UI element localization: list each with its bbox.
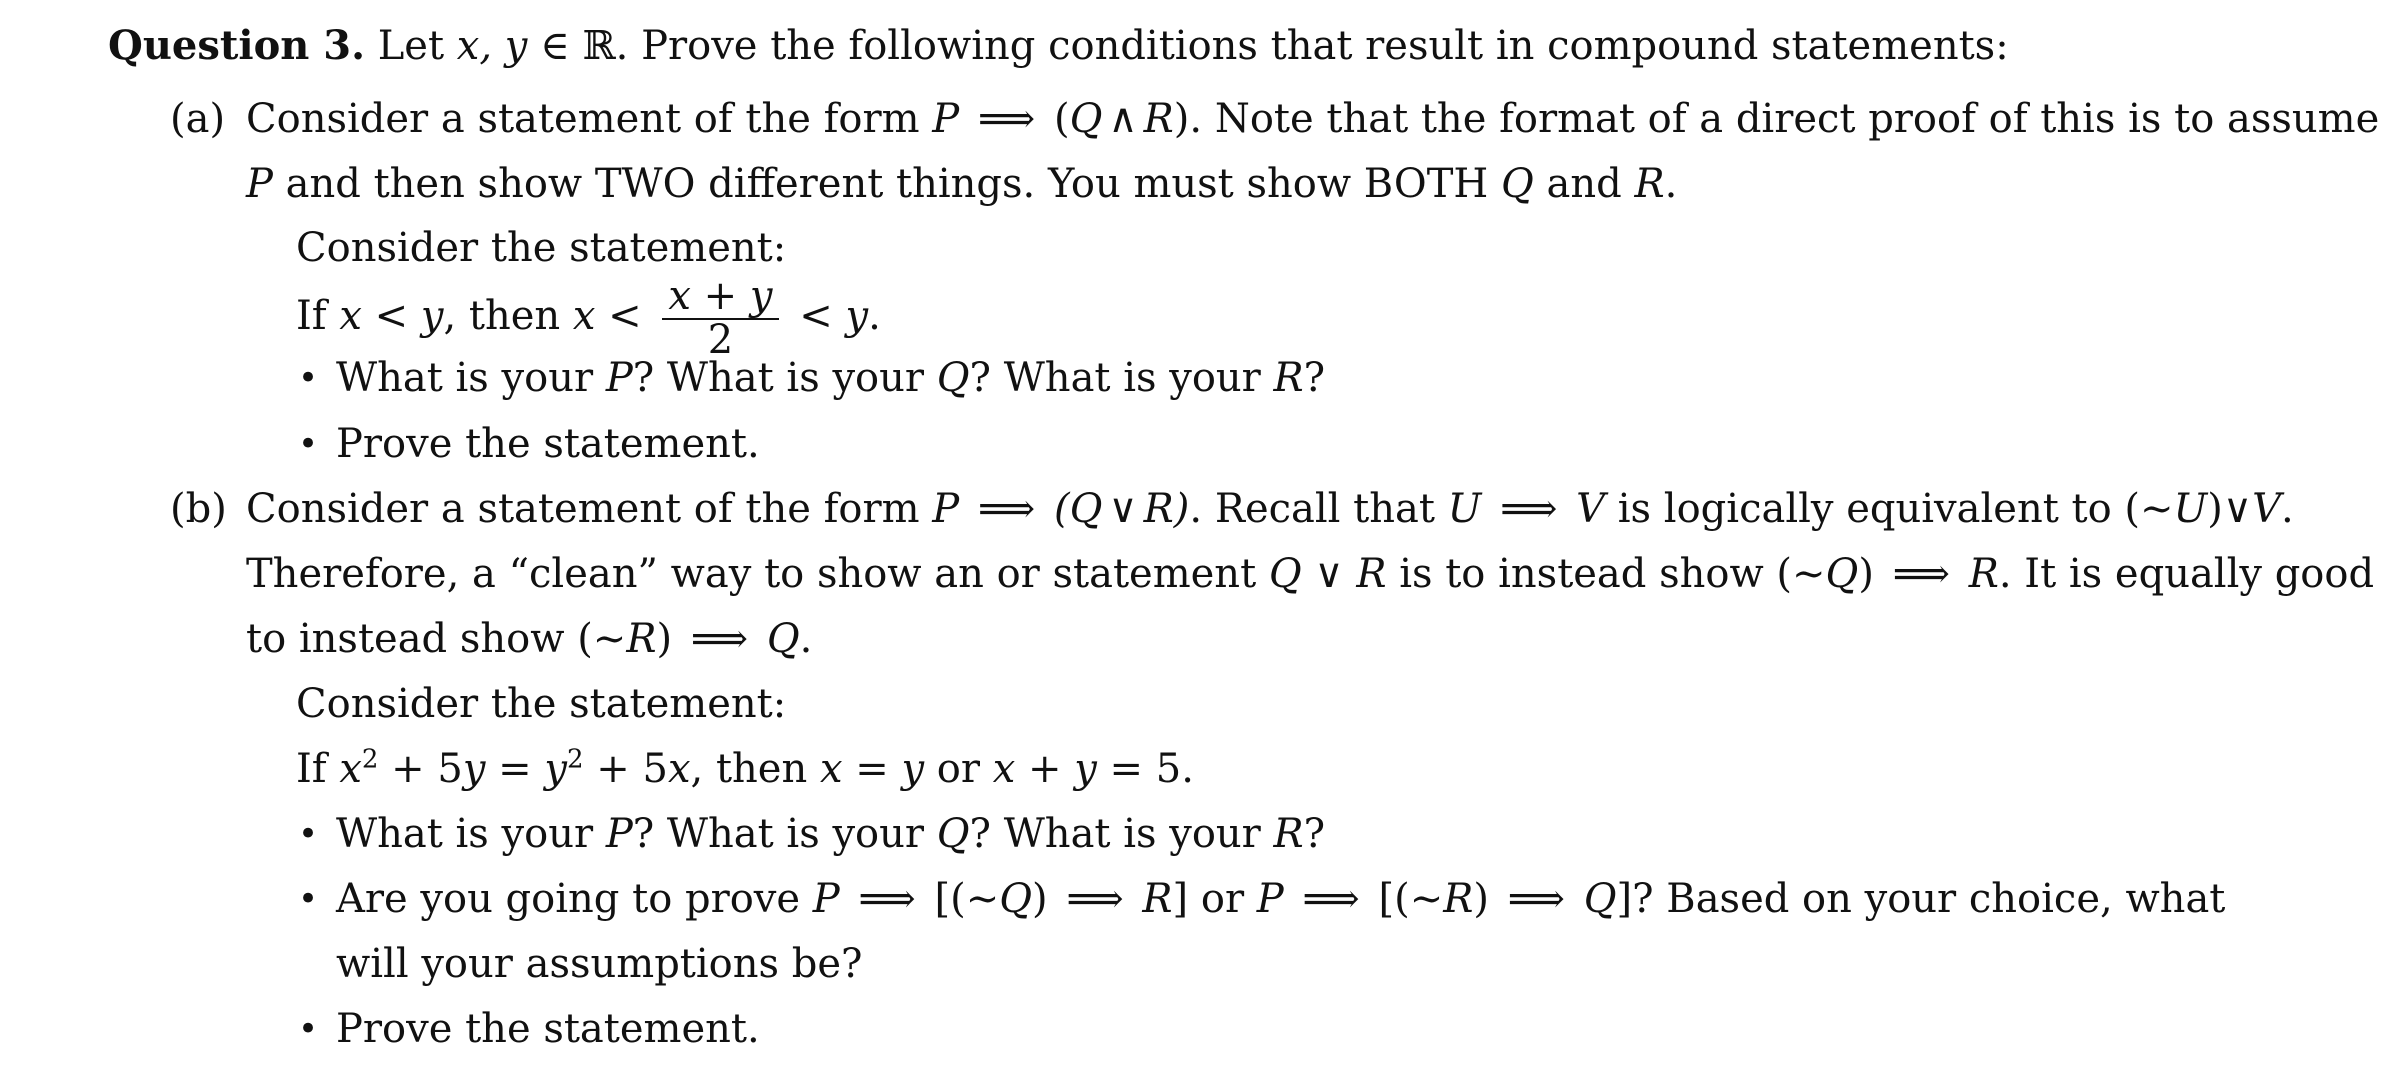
b1-text-c: ? What is your [969, 355, 1274, 401]
pb-b1-text-b: ? What is your [632, 811, 937, 857]
part-a-l1-post: . Note that the format of a direct proof of this is to assume [1189, 96, 2380, 142]
bullet-icon: • [298, 814, 319, 854]
part-a-l1-open: ( [1053, 96, 1070, 142]
pb-b2-br1c: ] [1172, 876, 1189, 922]
pb-eq1: = [485, 746, 545, 792]
pb-b2-pre: Are you going to prove [336, 876, 801, 922]
intro-set: ℝ [582, 23, 616, 69]
part-b-l2-mid: is to instead show (∼ [1386, 551, 1826, 597]
pb-eq3: = 5. [1096, 746, 1194, 792]
pb-b2-close2: ) [1473, 876, 1489, 922]
pb-x2: x [667, 746, 691, 792]
fraction-numerator: x + y [662, 274, 778, 320]
bullet-icon: • [298, 879, 319, 919]
pb-x: x [339, 746, 362, 792]
part-b-l1-or: ∨ [1108, 486, 1138, 532]
pb-exp2: 2 [567, 744, 584, 775]
pb-b2-R1: R [1142, 876, 1173, 922]
pb-y4: y [1074, 746, 1097, 792]
pb-b2-R2: R [1443, 876, 1474, 922]
pb-b2-Q1: Q [999, 876, 1033, 922]
b1-text-a: What is your [336, 355, 606, 401]
pb-b2-imp3: ⟹ [1302, 876, 1360, 922]
intro-rest: . Prove the following conditions that result in compound statements: [615, 23, 2009, 69]
part-a-l2-Q: Q [1501, 161, 1534, 207]
part-a-l1-R: R [1143, 96, 1174, 142]
pb-b2-or: or [1188, 876, 1257, 922]
part-a-l1-Q: Q [1069, 96, 1103, 142]
part-b-l2-imp: ⟹ [1892, 551, 1951, 597]
part-a-l1-close: ) [1173, 96, 1190, 142]
part-a-l2-text: and then show TWO different things. You must show BOTH [272, 161, 1501, 207]
part-b-l1-imp2: ⟹ [1500, 486, 1558, 532]
pb-b2-Q2: Q [1583, 876, 1617, 922]
part-b-l1-R: R) [1143, 486, 1190, 532]
part-b-line2 [246, 550, 2374, 598]
pb-b2-imp2: ⟹ [1066, 876, 1124, 922]
intro-vars: x, y [456, 23, 528, 69]
part-b-l1-U: U [1447, 486, 1482, 532]
pb-b2-close1: ) [1032, 876, 1048, 922]
part-b-label: (b) [170, 486, 227, 532]
part-a-stmt-x1: x [339, 293, 362, 339]
part-b-l1-P: P [932, 486, 960, 532]
bullet-icon: • [298, 1009, 319, 1049]
pb-b1-Q: Q [936, 811, 970, 857]
part-a-l2-and: and [1533, 161, 1635, 207]
pb-x4: x [992, 746, 1016, 792]
part-b-consider: Consider the statement: [296, 681, 787, 727]
part-b-l2-close: ) [1858, 551, 1874, 597]
part-b-l1-pre: Consider a statement of the form [246, 486, 920, 532]
part-b-l1-V: V [1576, 486, 1606, 532]
bullet-icon: • [298, 424, 319, 464]
pb-eq2: = [842, 746, 902, 792]
pb-plus1: + 5 [378, 746, 463, 792]
part-a-label: (a) [170, 96, 226, 142]
part-a-l1-pre: Consider a statement of the form [246, 96, 920, 142]
part-b-l2-QorR: Q ∨ R [1268, 551, 1387, 597]
part-a-l1-imp: ⟹ [977, 96, 1036, 142]
part-a-l1-and: ∧ [1108, 96, 1138, 142]
part-b-l1-recall: . Recall that [1189, 486, 1435, 532]
part-b-l1-imp: ⟹ [977, 486, 1036, 532]
part-b-bullet-2-cont: will your assumptions be? [336, 941, 863, 987]
pb-y: y [462, 746, 486, 792]
b1-end: ? [1303, 355, 1326, 401]
part-a-l1-P: P [932, 96, 960, 142]
part-b-l1-V2: V [2252, 486, 2282, 532]
pb-y2: y [544, 746, 568, 792]
part-b-l1-close: )∨ [2207, 486, 2253, 532]
pb-b2-P2: P [1256, 876, 1284, 922]
pb-if: If [296, 746, 340, 792]
part-b-l2-post: . It is equally good [1998, 551, 2375, 597]
b1-text-b: ? What is your [632, 355, 937, 401]
part-b-bullet-3: Prove the statement. [336, 1006, 760, 1052]
part-a-stmt-lt1: < [374, 293, 409, 339]
pb-b2-br1: [(∼ [934, 876, 1000, 922]
fraction [662, 273, 778, 363]
pb-b2-br2: [(∼ [1378, 876, 1444, 922]
pb-b1-text-c: ? What is your [969, 811, 1274, 857]
pb-or: or [924, 746, 993, 792]
part-a-l2-R: R [1634, 161, 1665, 207]
part-a-stmt-if: If [296, 293, 340, 339]
part-b-l2-pre: Therefore, a “clean” way to show an or statement [246, 551, 1257, 597]
question-heading-line [108, 22, 2009, 70]
pb-b1-P: P [605, 811, 633, 857]
part-a-bullet-2: Prove the statement. [336, 421, 760, 467]
part-b-l2-R: R [1968, 551, 1999, 597]
part-a-stmt-y1: y [420, 293, 444, 339]
part-b-l3-end: . [799, 616, 813, 662]
pb-b2-imp4: ⟹ [1507, 876, 1566, 922]
pb-plus3: + [1015, 746, 1075, 792]
part-a-stmt-end: . [868, 293, 881, 339]
pb-x3: x [819, 746, 843, 792]
question-number: Question 3. [108, 22, 366, 69]
pb-b1-text-a: What is your [336, 811, 606, 857]
intro-let: Let [377, 23, 445, 69]
pb-b2-imp1: ⟹ [858, 876, 916, 922]
pb-exp1: 2 [361, 744, 379, 775]
part-b-l3-imp: ⟹ [690, 616, 749, 662]
b1-R: R [1273, 355, 1304, 401]
part-b-bullet-1 [336, 810, 1325, 858]
part-a-statement [296, 270, 881, 362]
part-a-stmt-x2: x [572, 293, 596, 339]
part-b-bullet-2 [336, 875, 2225, 923]
fraction-denominator: 2 [707, 317, 734, 363]
part-a-stmt-lt3: < [799, 293, 833, 339]
part-b-line1 [246, 485, 2294, 533]
part-b-l3-close: ) [656, 616, 673, 662]
part-b-l1-end: . [2281, 486, 2294, 532]
pb-then: , then [690, 746, 820, 792]
part-b-l3-Q: Q [766, 616, 800, 662]
part-a-stmt-lt2: < [608, 293, 642, 339]
part-a-line1 [246, 95, 2379, 143]
pb-b1-R: R [1273, 811, 1304, 857]
part-a-line2 [246, 160, 1677, 208]
b1-Q: Q [936, 355, 970, 401]
part-a-bullet-1 [336, 354, 1325, 402]
part-a-stmt-then: , then [443, 293, 573, 339]
part-a-l2-end: . [1664, 161, 1678, 207]
pb-b1-end: ? [1303, 811, 1326, 857]
pb-b2-post: ]? Based on your choice, what [1616, 876, 2226, 922]
intro-in: ∈ [540, 23, 570, 69]
part-b-statement [296, 745, 1194, 793]
part-b-l3-R: R [626, 616, 657, 662]
part-b-l1-Q: (Q [1053, 486, 1103, 532]
part-a-consider: Consider the statement: [296, 225, 787, 271]
part-b-l3-pre: to instead show (∼ [246, 616, 627, 662]
pb-y3: y [901, 746, 925, 792]
part-a-l2-P: P [246, 161, 273, 207]
part-b-l2-Q: Q [1825, 551, 1859, 597]
pb-b2-P1: P [812, 876, 840, 922]
bullet-icon: • [298, 358, 319, 398]
pb-plus2: + 5 [583, 746, 668, 792]
part-b-l1-U2: U [2173, 486, 2208, 532]
part-b-line3 [246, 615, 812, 663]
b1-P: P [605, 355, 633, 401]
part-a-stmt-y2: y [845, 293, 869, 339]
part-b-l1-equiv: is logically equivalent to (∼ [1605, 486, 2174, 532]
